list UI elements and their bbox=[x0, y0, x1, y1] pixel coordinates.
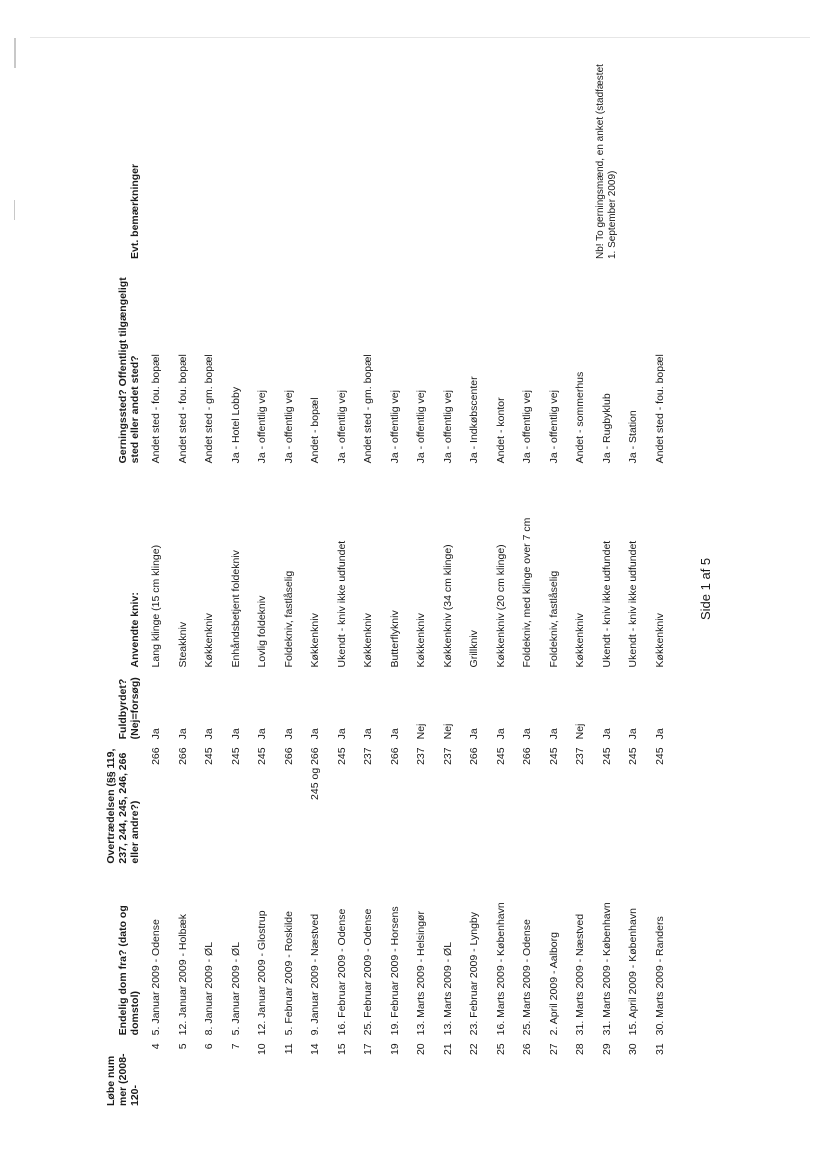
cell-gerningssted: Ja - Station bbox=[627, 409, 640, 463]
row-number: 25 bbox=[494, 1042, 507, 1055]
table-row bbox=[408, 60, 435, 1110]
cell-gerningssted: Ja - offentlig vej bbox=[335, 389, 348, 463]
cell-fuldbyrdet: Ja bbox=[362, 727, 375, 739]
header-bemaerkninger: Evt. bemærkninger bbox=[129, 163, 141, 259]
cell-overtraedelse: 245 bbox=[653, 746, 666, 765]
row-number: 6 bbox=[203, 1042, 216, 1049]
cell-dom: 5. Januar 2009 - Odense bbox=[150, 918, 163, 1035]
cell-fuldbyrdet: Ja bbox=[653, 727, 666, 739]
cell-kniv: Foldekniv, fastlåselig bbox=[547, 570, 560, 667]
cell-gerningssted: Andet sted - fou. bopæl bbox=[176, 353, 189, 463]
cell-dom: 16. Marts 2009 - København bbox=[494, 901, 507, 1035]
page-number: Side 1 af 5 bbox=[698, 557, 713, 620]
table-row bbox=[329, 60, 356, 1110]
cell-overtraedelse: 245 og 266 bbox=[309, 746, 322, 800]
cell-gerningssted: Andet - kontor bbox=[494, 396, 507, 463]
cell-dom: 30. Marts 2009 - Randers bbox=[653, 915, 666, 1035]
cell-gerningssted: Ja - offentlig vej bbox=[441, 389, 454, 463]
cell-overtraedelse: 245 bbox=[203, 746, 216, 765]
table-row bbox=[355, 60, 382, 1110]
row-number: 7 bbox=[229, 1042, 242, 1049]
cell-kniv: Enhåndsbetjent foldekniv bbox=[229, 549, 242, 667]
table-row bbox=[567, 60, 594, 1110]
row-number: 10 bbox=[256, 1042, 269, 1055]
cell-bemaerkning bbox=[170, 60, 197, 263]
cell-fuldbyrdet: Ja bbox=[468, 727, 481, 739]
cell-kniv: Køkkenkniv (20 cm klinge) bbox=[494, 543, 507, 667]
cell-gerningssted: Ja - Hotel Lobby bbox=[229, 386, 242, 463]
cell-fuldbyrdet: Ja bbox=[229, 727, 242, 739]
cell-fuldbyrdet: Ja bbox=[150, 727, 163, 739]
cell-bemaerkning bbox=[143, 60, 170, 263]
cell-overtraedelse: 266 bbox=[388, 746, 401, 765]
cell-bemaerkning: Nb! To gerningsmænd, en anket (stadfæstet 1. September 2009) bbox=[594, 63, 618, 259]
cell-bemaerkning bbox=[276, 60, 303, 263]
row-number: 30 bbox=[627, 1042, 640, 1055]
cell-dom: 12. Januar 2009 - Glostrup bbox=[256, 909, 269, 1035]
cell-fuldbyrdet: Nej bbox=[415, 723, 428, 739]
cell-fuldbyrdet: Ja bbox=[256, 727, 269, 739]
cell-kniv: Grillkniv bbox=[468, 629, 481, 667]
row-number: 26 bbox=[521, 1042, 534, 1055]
table-row bbox=[170, 60, 197, 1110]
cell-kniv: Butterflykniv bbox=[388, 609, 401, 667]
row-number: 11 bbox=[282, 1042, 295, 1054]
table-row bbox=[435, 60, 462, 1110]
row-number: 15 bbox=[335, 1042, 348, 1055]
cell-gerningssted: Andet sted - fou. bopæl bbox=[150, 353, 163, 463]
cell-kniv: Køkkenkniv bbox=[203, 612, 216, 667]
cell-bemaerkning bbox=[196, 60, 223, 263]
cell-overtraedelse: 266 bbox=[150, 746, 163, 765]
cell-fuldbyrdet: Nej bbox=[574, 723, 587, 739]
table-row bbox=[461, 60, 488, 1110]
scan-mark bbox=[14, 38, 16, 68]
table-row bbox=[620, 60, 647, 1110]
cell-bemaerkning bbox=[408, 60, 435, 263]
cell-fuldbyrdet: Ja bbox=[547, 727, 560, 739]
cell-dom: 13. Marts 2009 - ØL bbox=[441, 941, 454, 1035]
cell-fuldbyrdet: Ja bbox=[388, 727, 401, 739]
header-fuldbyrdet: Fuldbyrdet? (Nej=forsøg) bbox=[117, 676, 141, 739]
cell-gerningssted: Andet sted - fou. bopæl bbox=[653, 353, 666, 463]
row-number: 31 bbox=[653, 1042, 666, 1055]
cell-kniv: Lovlig foldekniv bbox=[256, 595, 269, 667]
cell-kniv: Køkkenkniv bbox=[574, 612, 587, 667]
cell-bemaerkning bbox=[223, 60, 250, 263]
cell-overtraedelse: 237 bbox=[362, 746, 375, 765]
cell-overtraedelse: 266 bbox=[468, 746, 481, 765]
cell-kniv: Lang klinge (15 cm klinge) bbox=[150, 544, 163, 667]
cell-gerningssted: Ja - Rugbyklub bbox=[600, 392, 613, 463]
cell-bemaerkning bbox=[302, 60, 329, 263]
cell-bemaerkning bbox=[435, 60, 462, 263]
cell-dom: 13. Marts 2009 - Helsingør bbox=[415, 910, 428, 1035]
cell-kniv: Køkkenkniv bbox=[362, 612, 375, 667]
cell-fuldbyrdet: Nej bbox=[441, 723, 454, 739]
cell-gerningssted: Ja - offentlig vej bbox=[282, 389, 295, 463]
cell-fuldbyrdet: Ja bbox=[335, 727, 348, 739]
cell-fuldbyrdet: Ja bbox=[176, 727, 189, 739]
cell-kniv: Foldekniv, fastlåselig bbox=[282, 570, 295, 667]
cell-dom: 25. Marts 2009 - Odense bbox=[521, 918, 534, 1035]
table-row bbox=[594, 60, 621, 1110]
cell-dom: 23. Februar 2009 - Lyngby bbox=[468, 911, 481, 1035]
table-row bbox=[276, 60, 303, 1110]
table-row bbox=[143, 60, 170, 1110]
cell-gerningssted: Andet sted - gm. bopæl bbox=[362, 353, 375, 463]
row-number: 5 bbox=[176, 1042, 189, 1049]
row-number: 17 bbox=[362, 1042, 375, 1055]
row-number: 19 bbox=[388, 1042, 401, 1055]
header-overtraedelse: Overtrædelsen (§§ 119, 237, 244, 245, 246, 266 eller andre?) bbox=[105, 748, 141, 864]
cell-dom: 12. Januar 2009 - Holbæk bbox=[176, 913, 189, 1035]
cell-dom: 5. Februar 2009 - Roskilde bbox=[282, 910, 295, 1035]
cell-fuldbyrdet: Ja bbox=[203, 727, 216, 739]
row-number: 27 bbox=[547, 1042, 560, 1055]
cell-dom: 15. April 2009 - København bbox=[627, 907, 640, 1035]
table-row bbox=[488, 60, 515, 1110]
cell-bemaerkning bbox=[541, 60, 568, 263]
cell-bemaerkning bbox=[620, 60, 647, 263]
cell-gerningssted: Ja - offentlig vej bbox=[415, 389, 428, 463]
cell-overtraedelse: 245 bbox=[600, 746, 613, 765]
table-row bbox=[302, 60, 329, 1110]
cell-dom: 16. Februar 2009 - Odense bbox=[335, 908, 348, 1035]
cell-dom: 2. April 2009 - Aalborg bbox=[547, 931, 560, 1035]
cell-overtraedelse: 266 bbox=[176, 746, 189, 765]
cell-kniv: Køkkenkniv bbox=[415, 612, 428, 667]
row-number: 4 bbox=[150, 1042, 163, 1049]
cell-kniv: Foldekniv, med klinge over 7 cm bbox=[521, 517, 534, 667]
cell-fuldbyrdet: Ja bbox=[627, 727, 640, 739]
cell-fuldbyrdet: Ja bbox=[309, 727, 322, 739]
row-number: 29 bbox=[600, 1042, 613, 1055]
cell-kniv: Køkkenkniv (34 cm klinge) bbox=[441, 543, 454, 667]
table-row bbox=[223, 60, 250, 1110]
table-row bbox=[647, 60, 674, 1110]
cell-kniv: Køkkenkniv bbox=[309, 612, 322, 667]
cell-fuldbyrdet: Ja bbox=[521, 727, 534, 739]
cell-bemaerkning bbox=[249, 60, 276, 263]
cell-kniv: Køkkenkniv bbox=[653, 612, 666, 667]
table-header-row bbox=[103, 60, 143, 1110]
header-lobenummer: Løbe num mer (2008- 120- bbox=[105, 1052, 141, 1106]
cell-dom: 31. Marts 2009 - København bbox=[600, 901, 613, 1035]
cell-bemaerkning bbox=[355, 60, 382, 263]
cell-gerningssted: Ja - offentlig vej bbox=[388, 389, 401, 463]
table-row bbox=[249, 60, 276, 1110]
cell-overtraedelse: 245 bbox=[256, 746, 269, 765]
cell-bemaerkning bbox=[461, 60, 488, 263]
cell-overtraedelse: 245 bbox=[547, 746, 560, 765]
table-row bbox=[514, 60, 541, 1110]
cell-overtraedelse: 245 bbox=[229, 746, 242, 765]
cell-kniv: Ukendt - kniv ikke udfundet bbox=[600, 540, 613, 667]
cell-dom: 9. Januar 2009 - Næstved bbox=[309, 913, 322, 1035]
cell-gerningssted: Andet sted - gm. bopæl bbox=[203, 353, 216, 463]
scan-mark bbox=[14, 200, 15, 220]
table-row bbox=[196, 60, 223, 1110]
cell-overtraedelse: 237 bbox=[441, 746, 454, 765]
cell-fuldbyrdet: Ja bbox=[494, 727, 507, 739]
cell-overtraedelse: 237 bbox=[415, 746, 428, 765]
cell-overtraedelse: 245 bbox=[335, 746, 348, 765]
row-number: 14 bbox=[309, 1042, 322, 1055]
cell-gerningssted: Andet - bopæl bbox=[309, 396, 322, 463]
cell-kniv: Steakkniv bbox=[176, 621, 189, 667]
table-row bbox=[541, 60, 568, 1110]
cell-overtraedelse: 245 bbox=[627, 746, 640, 765]
cell-gerningssted: Ja - offentlig vej bbox=[256, 389, 269, 463]
row-number: 22 bbox=[468, 1042, 481, 1055]
cell-bemaerkning bbox=[647, 60, 674, 263]
cell-overtraedelse: 237 bbox=[574, 746, 587, 765]
cell-fuldbyrdet: Ja bbox=[282, 727, 295, 739]
row-number: 21 bbox=[441, 1042, 454, 1055]
cell-bemaerkning bbox=[382, 60, 409, 263]
rotated-content bbox=[103, 60, 723, 1110]
scan-edge bbox=[30, 37, 810, 38]
cell-gerningssted: Ja - offentlig vej bbox=[521, 389, 534, 463]
cell-dom: 8. Januar 2009 - ØL bbox=[203, 941, 216, 1035]
cell-kniv: Ukendt - kniv ikke udfundet bbox=[627, 540, 640, 667]
cell-dom: 31. Marts 2009 - Næstved bbox=[574, 913, 587, 1035]
cell-gerningssted: Ja - Indkøbscenter bbox=[468, 375, 481, 463]
row-number: 20 bbox=[415, 1042, 428, 1055]
cell-dom: 19. Februar 2009 - Horsens bbox=[388, 905, 401, 1035]
cell-bemaerkning bbox=[329, 60, 356, 263]
cell-overtraedelse: 266 bbox=[282, 746, 295, 765]
cell-fuldbyrdet: Ja bbox=[600, 727, 613, 739]
sentence-table bbox=[103, 60, 673, 1110]
cell-kniv: Ukendt - kniv ikke udfundet bbox=[335, 540, 348, 667]
cell-bemaerkning bbox=[488, 60, 515, 263]
cell-overtraedelse: 245 bbox=[494, 746, 507, 765]
cell-overtraedelse: 266 bbox=[521, 746, 534, 765]
cell-gerningssted: Andet - sommerhus bbox=[574, 371, 587, 463]
row-number: 28 bbox=[574, 1042, 587, 1055]
cell-gerningssted: Ja - offentlig vej bbox=[547, 389, 560, 463]
cell-dom: 5. Januar 2009 - ØL bbox=[229, 941, 242, 1035]
cell-bemaerkning bbox=[514, 60, 541, 263]
header-gerningssted: Gerningssted? Offentligt tilgængeligt sted eller andet sted? bbox=[117, 276, 141, 463]
table-row bbox=[382, 60, 409, 1110]
cell-dom: 25. Februar 2009 - Odense bbox=[362, 908, 375, 1035]
header-endelig-dom: Endelig dom fra? (dato og domstol) bbox=[117, 904, 141, 1035]
cell-bemaerkning bbox=[567, 60, 594, 263]
header-anvendte-kniv: Anvendte kniv: bbox=[129, 591, 141, 667]
